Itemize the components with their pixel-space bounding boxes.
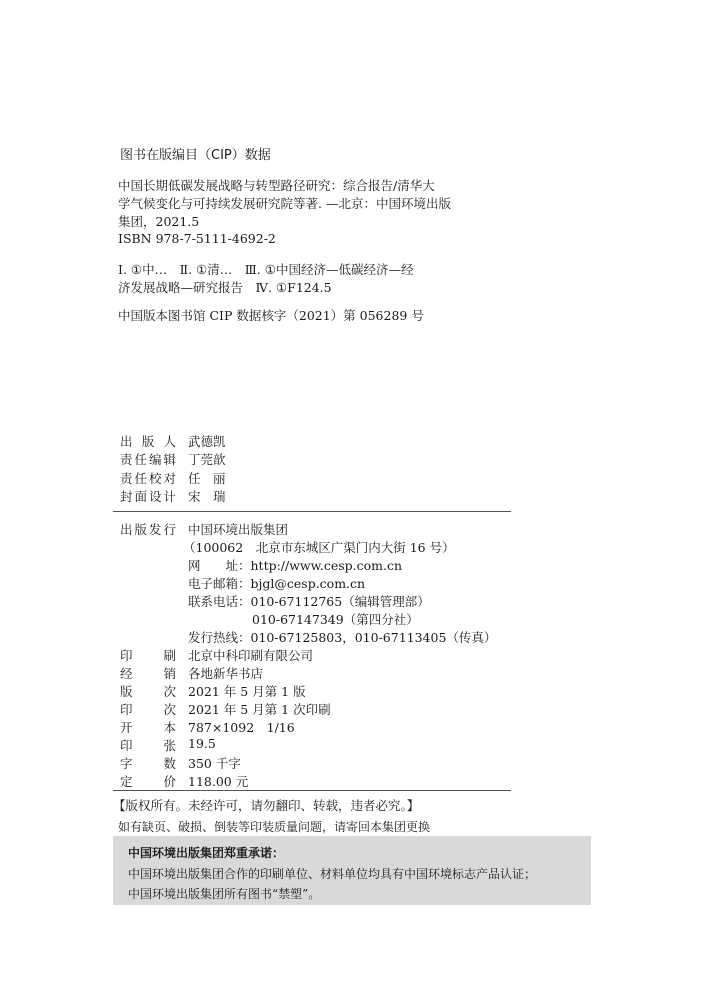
spec-value-printing: 北京中科印刷有限公司	[188, 648, 314, 663]
commitment-box	[113, 836, 591, 905]
spec-value-sheets: 19.5	[188, 736, 216, 751]
commitment-title: 中国环境出版集团郑重承诺：	[128, 846, 285, 860]
spec-label-price: 定价	[120, 774, 176, 789]
credit-value-editor: 丁莞歆	[188, 452, 226, 467]
cip-classification-2: 济发展战略—研究报告 Ⅳ. ①F124.5	[118, 280, 332, 295]
defect-notice: 如有缺页、破损、倒装等印装质量问题，请寄回本集团更换	[118, 820, 431, 834]
publisher-phone: 联系电话：010-67112765（编辑管理部）	[188, 594, 430, 609]
cip-heading: 图书在版编目（CIP）数据	[120, 148, 271, 163]
spec-value-word-count: 350 千字	[188, 756, 241, 771]
divider-bottom	[113, 790, 511, 791]
cip-line-3: 集团，2021.5	[118, 214, 200, 229]
publisher-address: （100062 北京市东城区广渠门内大街 16 号）	[183, 540, 455, 555]
commitment-line-2: 中国环境出版集团所有图书“禁塑”。	[128, 887, 321, 901]
cip-line-2: 学气候变化与可持续发展研究院等著. —北京：中国环境出版	[118, 196, 451, 211]
spec-label-distribution: 经销	[120, 666, 176, 681]
credit-label-cover-design: 封面设计	[120, 489, 176, 504]
spec-label-word-count: 字数	[120, 756, 176, 771]
spec-value-distribution: 各地新华书店	[188, 666, 264, 681]
cip-record-number: 中国版本图书馆 CIP 数据核字（2021）第 056289 号	[118, 308, 424, 323]
credit-value-proofreader: 任 丽	[188, 471, 226, 486]
publisher-label: 出版发行	[120, 522, 176, 537]
divider-top	[113, 511, 511, 512]
publisher-email: 电子邮箱：bjgl@cesp.com.cn	[188, 576, 366, 591]
publisher-phone-2: 010-67147349（第四分社）	[252, 612, 419, 627]
spec-value-edition: 2021 年 5 月第 1 版	[188, 684, 306, 699]
credit-label-editor: 责任编辑	[120, 452, 176, 467]
publisher-website: 网 址：http://www.cesp.com.cn	[188, 558, 403, 573]
spec-value-price: 118.00 元	[188, 774, 249, 789]
spec-label-edition: 版次	[120, 684, 176, 699]
spec-label-format: 开本	[120, 720, 176, 735]
spec-label-printing: 印刷	[120, 648, 176, 663]
spec-value-impression: 2021 年 5 月第 1 次印刷	[188, 702, 331, 717]
spec-label-sheets: 印张	[120, 738, 176, 753]
credit-value-cover-design: 宋 瑞	[188, 489, 226, 504]
commitment-line-1: 中国环境出版集团合作的印刷单位、材料单位均具有中国环境标志产品认证；	[128, 867, 537, 881]
credit-label-publisher: 出版人	[120, 434, 176, 449]
cip-classification-1: Ⅰ. ①中… Ⅱ. ①清… Ⅲ. ①中国经济—低碳经济—经	[118, 262, 414, 277]
cip-line-1: 中国长期低碳发展战略与转型路径研究：综合报告/清华大	[118, 178, 435, 193]
publisher-hotline: 发行热线：010-67125803，010-67113405（传真）	[188, 630, 497, 645]
publisher-name: 中国环境出版集团	[188, 522, 289, 537]
credit-label-proofreader: 责任校对	[120, 471, 176, 486]
spec-value-format: 787×1092 1/16	[188, 720, 295, 735]
cip-isbn: ISBN 978-7-5111-4692-2	[118, 231, 276, 246]
spec-label-impression: 印次	[120, 702, 176, 717]
credit-value-publisher: 武德凯	[188, 434, 226, 449]
copyright-notice: 【版权所有。未经许可，请勿翻印、转载，违者必究。】	[113, 798, 420, 813]
